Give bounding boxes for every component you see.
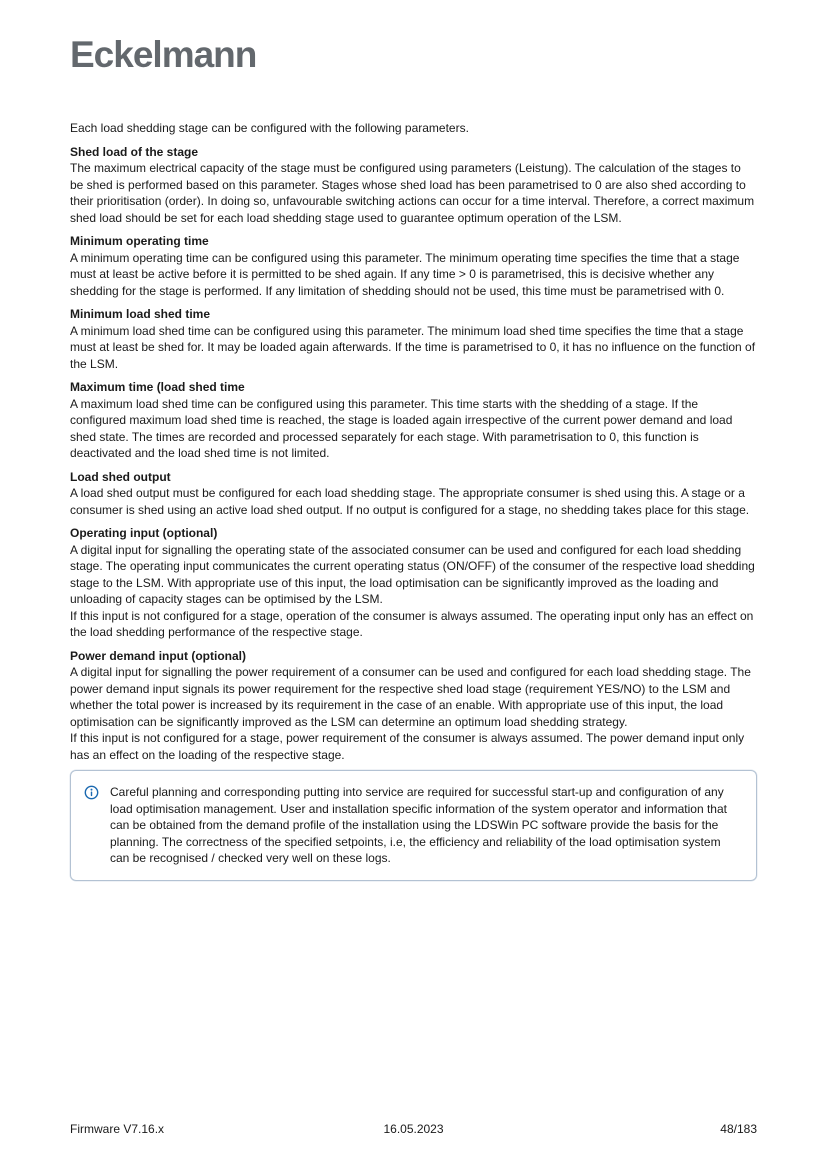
section-heading: Power demand input (optional) <box>70 648 246 663</box>
page-content <box>70 0 757 881</box>
section-paragraph: A minimum operating time can be configured using this parameter. The minimum operating time specifies the time that a stage must at least be active before it is permitted to be shed again. If any time > 0 is parametrised, this is decisive whether any shedding for the stage is performed. If any limitation of shedding should not be used, this time must be parametrised with 0. <box>70 250 740 298</box>
section-paragraph: A digital input for signalling the power requirement of a consumer can be used and configured for each load shedding stage. The power demand input signals its power requirement for the respective shed load stage (requirement YES/NO) to the LSM and whether the total power is increased by its requirement in the case of an enable. With appropriate use of this input, the load optimisation can be significantly improved as the LSM can determine an optimum load shedding strategy. <box>70 665 751 729</box>
section-paragraph: If this input is not configured for a stage, power requirement of the consumer is always assumed. The power demand input only has an effect on the loading of the respective stage. <box>70 731 745 762</box>
section-heading: Shed load of the stage <box>70 144 199 159</box>
section-heading: Minimum load shed time <box>70 307 211 321</box>
parameter-section <box>70 144 757 227</box>
section-heading: Maximum time (load shed time <box>70 380 245 394</box>
section-heading: Load shed output <box>70 469 171 484</box>
footer-firmware-version: Firmware V7.16.x <box>70 1122 165 1136</box>
parameter-section <box>70 469 757 519</box>
section-heading: Minimum operating time <box>70 234 209 248</box>
page-footer <box>70 1122 757 1136</box>
sections <box>70 144 757 764</box>
info-note-box <box>70 770 757 881</box>
section-paragraph: If this input is not configured for a stage, operation of the consumer is always assumed. The operating input only has an effect on the load shedding performance of the respective stage. <box>70 608 754 639</box>
intro-paragraph: Each load shedding stage can be configured with the following parameters. <box>70 121 469 135</box>
section-paragraph: A digital input for signalling the operating state of the associated consumer can be used and configured for each load shedding stage. The operating input communicates the current operating status (ON/OFF) of the consumer of the respective load shedding stage to the LSM. With appropriate use of this input, the load optimisation can be significantly improved as the loading and unloading of capacity stages can be optimised by the LSM. <box>70 542 755 606</box>
section-paragraph: A minimum load shed time can be configured using this parameter. The minimum load shed time specifies the time that a stage must at least be shed for. It may be loaded again afterwards. If the time is parametrised to 0, it has no influence on the function of the LSM. <box>70 323 756 371</box>
section-paragraph: The maximum electrical capacity of the stage must be configured using parameters (Leistung). The calculation of the stages to be shed is performed based on this parameter. Stages whose shed load has been parametrised to 0 are also shed according to their prioritisation (order). In doing so, unfavourable switching actions can occur for a time interval. Therefore, a correct maximum shed load should be set for each load shedding stage used to guarantee optimum operation of the LSM. <box>70 161 755 225</box>
parameter-section <box>70 379 757 462</box>
section-paragraph: A load shed output must be configured for each load shedding stage. The appropriate consumer is shed using this. A stage or a consumer is shed using an active load shed output. If no output is configured for a stage, no shedding takes place for this stage. <box>70 486 750 517</box>
eckelmann-logo: Eckelmann <box>70 34 257 75</box>
footer-page-number: 48/183 <box>720 1122 757 1136</box>
parameter-section <box>70 306 757 372</box>
parameter-section <box>70 525 757 641</box>
parameter-section <box>70 648 757 764</box>
section-paragraph: A maximum load shed time can be configured using this parameter. This time starts with the shedding of a stage. If the configured maximum load shed time is reached, the stage is loaded again irrespective of the current power demand and load shed state. The times are recorded and processed separately for each stage. With parametrisation to 0, this function is deactivated and the load shed time is not limited. <box>70 396 733 460</box>
parameter-section <box>70 233 757 299</box>
section-heading: Operating input (optional) <box>70 526 218 540</box>
info-note-text: Careful planning and corresponding putting into service are required for successful start-up and configuration of any load optimisation management. User and installation specific information of the system operator and information that can be obtained from the demand profile of the installation using the LDSWin PC software provide the basis for the planning. The correctness of the specified setpoints, i.e, the efficiency and reliability of the load optimisation system can be recognised / checked very well on these logs. <box>110 785 727 865</box>
footer-date: 16.05.2023 <box>383 1122 444 1136</box>
info-icon <box>84 785 99 805</box>
